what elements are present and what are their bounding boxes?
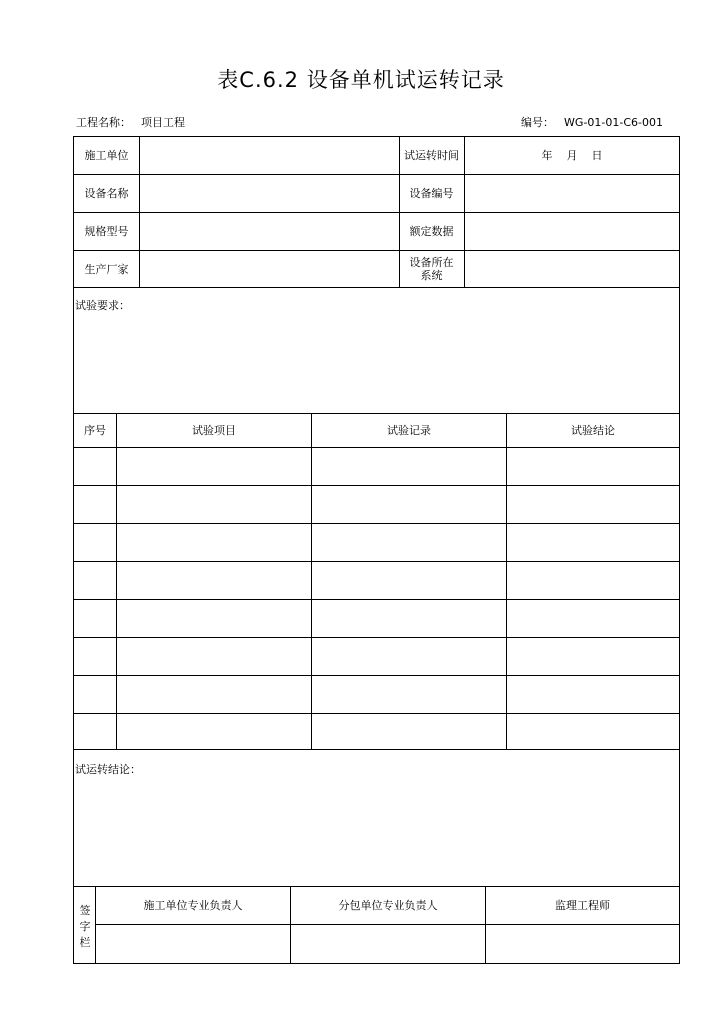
system-location-label-line1: 设备所在 [409,256,454,269]
row-7-serial[interactable] [74,676,116,713]
row-4-item[interactable] [117,562,311,599]
sign-construction-lead-field[interactable] [96,925,290,963]
system-location-value[interactable] [465,251,679,287]
row-3-serial[interactable] [74,524,116,561]
equipment-no-value[interactable] [465,175,679,212]
sign-supervisor-label: 监理工程师 [555,899,610,912]
row-8-serial[interactable] [74,714,116,749]
rated-data-value[interactable] [465,213,679,250]
sign-subcontractor-lead-field[interactable] [291,925,485,963]
row-6-serial[interactable] [74,638,116,675]
equipment-no-label: 设备编号 [409,187,454,200]
row-2-serial[interactable] [74,486,116,523]
row-2-item[interactable] [117,486,311,523]
system-location-label-line2: 系统 [420,269,443,282]
run-time-date[interactable]: 年 月 日 [541,149,603,162]
equipment-name-label: 设备名称 [84,187,129,200]
system-location-label [399,251,464,287]
row-8-conclusion[interactable] [507,714,679,749]
spec-model-label: 规格型号 [84,225,129,238]
record-form [73,136,680,964]
row-1-serial[interactable] [74,448,116,485]
header-test-record: 试验记录 [387,424,431,437]
signature-column-label: 签字栏 [79,904,91,949]
manufacturer-label: 生产厂家 [84,262,129,276]
equipment-name-value[interactable] [140,175,399,212]
row-5-record[interactable] [312,600,506,637]
row-5-conclusion[interactable] [507,600,679,637]
row-7-item[interactable] [117,676,311,713]
row-8-item[interactable] [117,714,311,749]
project-name-line [76,114,185,130]
row-7-record[interactable] [312,676,506,713]
row-5-serial[interactable] [74,600,116,637]
header-test-item: 试验项目 [192,424,236,437]
row-3-conclusion[interactable] [507,524,679,561]
manufacturer-value[interactable] [140,251,399,287]
row-1-record[interactable] [312,448,506,485]
record-code-value: WG-01-01-C6-001 [564,116,663,129]
row-6-record[interactable] [312,638,506,675]
row-1-conclusion[interactable] [507,448,679,485]
project-name-label: 工程名称： [76,116,131,129]
header-test-conclusion: 试验结论 [571,424,615,437]
sign-supervisor-field[interactable] [486,925,679,963]
row-6-item[interactable] [117,638,311,675]
run-conclusion-area[interactable] [74,750,679,886]
construction-unit-value[interactable] [140,137,399,174]
header-serial: 序号 [84,424,106,437]
row-4-serial[interactable] [74,562,116,599]
page-title: 表C.6.2 设备单机试运转记录 [217,68,505,92]
row-8-record[interactable] [312,714,506,749]
row-2-record[interactable] [312,486,506,523]
row-3-record[interactable] [312,524,506,561]
spec-model-value[interactable] [140,213,399,250]
run-conclusion-label: 试运转结论： [75,763,141,776]
construction-unit-label: 施工单位 [84,149,129,162]
test-requirements-label: 试验要求： [75,299,130,312]
row-6-conclusion[interactable] [507,638,679,675]
row-3-item[interactable] [117,524,311,561]
row-4-conclusion[interactable] [507,562,679,599]
sign-subcontractor-lead-label: 分包单位专业负责人 [338,899,438,912]
row-4-record[interactable] [312,562,506,599]
row-1-item[interactable] [117,448,311,485]
row-2-conclusion[interactable] [507,486,679,523]
record-code-label: 编号： [521,116,555,129]
rated-data-label: 额定数据 [409,225,454,238]
sign-construction-lead-label: 施工单位专业负责人 [143,899,243,912]
row-5-item[interactable] [117,600,311,637]
row-7-conclusion[interactable] [507,676,679,713]
project-name-value: 项目工程 [141,116,185,129]
test-requirements-area[interactable] [74,288,679,413]
run-time-label: 试运转时间 [404,149,459,162]
record-code-line [521,114,663,130]
